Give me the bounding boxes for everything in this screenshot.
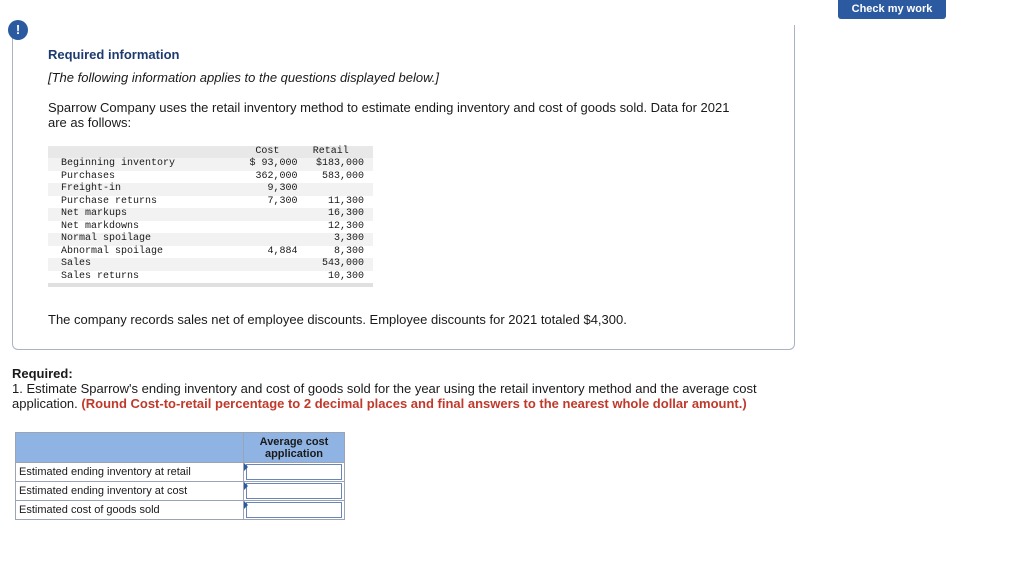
row-retail: 10,300 [327, 270, 364, 282]
ending-inventory-retail-input[interactable] [246, 464, 342, 480]
row-label: Net markdowns [61, 220, 140, 232]
answer-cell [244, 501, 345, 520]
applies-note: [The following information applies to the questions displayed below.] [48, 70, 439, 85]
row-retail: 12,300 [327, 220, 364, 232]
row-cost [237, 208, 297, 221]
row-retail: 583,000 [321, 170, 364, 182]
discount-note: The company records sales net of employee discounts. Employee discounts for 2021 totaled $4,300. [48, 312, 627, 327]
table-row [48, 183, 373, 196]
required-text [12, 381, 782, 411]
row-retail: 16,300 [298, 208, 373, 221]
required-label: Required: [12, 366, 73, 381]
check-my-work-button[interactable]: Check my work [838, 0, 946, 19]
table-footer-rule [48, 283, 373, 287]
row-label: Beginning inventory [48, 158, 237, 171]
intro-text: Sparrow Company uses the retail inventory method to estimate ending inventory and cost of goods sold. Data for 2021 are as follows: [48, 100, 730, 130]
cost-column-header: Cost [237, 146, 297, 158]
table-row [48, 171, 373, 184]
inventory-data-table [48, 146, 373, 287]
table-row [48, 221, 373, 234]
row-cost [237, 233, 297, 246]
row-label: Sales returns [61, 270, 140, 282]
row-cost: $ 93,000 [237, 158, 297, 171]
answer-header-blank [16, 433, 244, 463]
table-row [48, 271, 373, 284]
answer-row [16, 501, 345, 520]
answer-row-label: Estimated ending inventory at cost [16, 482, 244, 501]
answer-row-label: Estimated ending inventory at retail [16, 463, 244, 482]
row-cost [237, 221, 297, 234]
row-retail: 11,300 [327, 195, 364, 207]
row-cost: 9,300 [237, 183, 297, 196]
table-row [48, 233, 373, 246]
row-cost [237, 258, 297, 271]
row-label: Purchases [61, 170, 116, 182]
answer-row [16, 463, 345, 482]
table-row [48, 258, 373, 271]
row-label: Net markups [48, 208, 237, 221]
answer-cell [244, 463, 345, 482]
retail-column-header: Retail [298, 146, 373, 158]
rounding-instruction: (Round Cost-to-retail percentage to 2 decimal places and final answers to the nearest whole dollar amount.) [81, 396, 747, 411]
cost-of-goods-sold-input[interactable] [246, 502, 342, 518]
answer-table [15, 432, 345, 520]
answer-row [16, 482, 345, 501]
answer-row-label: Estimated cost of goods sold [16, 501, 244, 520]
row-label: Sales [48, 258, 237, 271]
answer-cell [244, 482, 345, 501]
row-cost: 362,000 [255, 170, 298, 182]
table-row [48, 196, 373, 209]
required-information-title: Required information [48, 47, 180, 62]
cell-marker-icon [244, 501, 248, 509]
average-cost-column-header: Average cost application [244, 433, 345, 463]
cell-marker-icon [244, 463, 248, 471]
table-header-blank [48, 146, 237, 158]
row-retail: 543,000 [298, 258, 373, 271]
table-row [48, 246, 373, 259]
alert-icon: ! [8, 20, 28, 40]
table-row [48, 208, 373, 221]
row-cost: 7,300 [267, 195, 298, 207]
required-question: 1. Estimate Sparrow's ending inventory and cost of goods sold for the year using the retail inventory method and the average cost application. [12, 381, 757, 411]
row-cost: 4,884 [267, 245, 298, 257]
row-retail: 8,300 [333, 245, 364, 257]
row-label: Freight-in [48, 183, 237, 196]
row-retail: $183,000 [298, 158, 373, 171]
table-row [48, 158, 373, 171]
cell-marker-icon [244, 482, 248, 490]
row-retail: 3,300 [298, 233, 373, 246]
row-label: Normal spoilage [48, 233, 237, 246]
row-retail [298, 183, 373, 196]
row-label: Purchase returns [61, 195, 158, 207]
row-cost [237, 271, 297, 284]
row-label: Abnormal spoilage [61, 245, 164, 257]
ending-inventory-cost-input[interactable] [246, 483, 342, 499]
